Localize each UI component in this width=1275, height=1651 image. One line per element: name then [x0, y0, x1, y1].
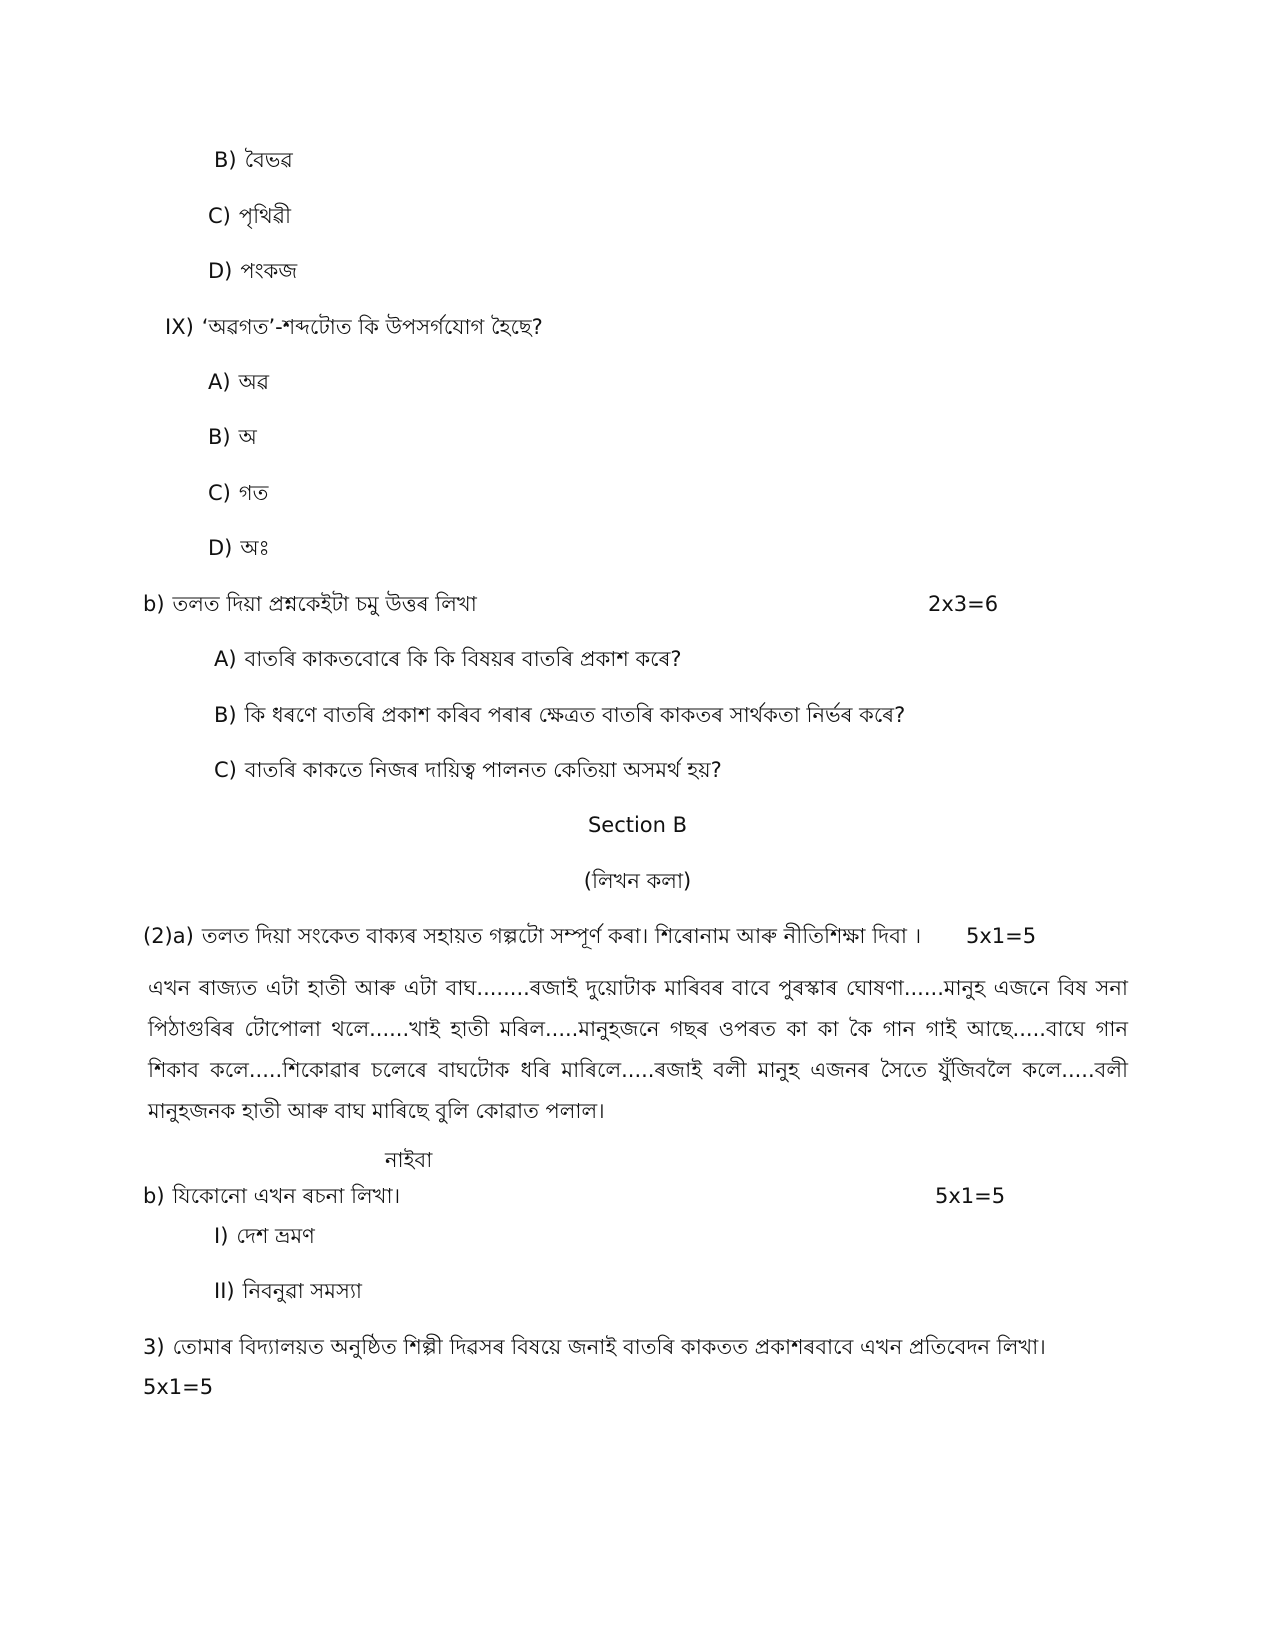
subquestion-key: B)	[214, 703, 237, 727]
subquestion-key: A)	[214, 647, 237, 671]
question-label: 3)	[143, 1335, 165, 1359]
question-label: b)	[143, 592, 165, 616]
option-b	[208, 422, 257, 452]
subquestion-text: বাতৰি কাকতে নিজৰ দায়িত্ব পালনত কেতিয়া অসমৰ্থ হয়?	[244, 758, 722, 782]
question-b	[143, 589, 477, 619]
question-label: b)	[143, 1184, 165, 1208]
question-2a	[143, 921, 921, 951]
essay-option-2	[214, 1276, 362, 1306]
question-number: IX)	[165, 315, 194, 339]
option-c	[208, 478, 268, 508]
option-d	[208, 256, 297, 286]
option-text: নিবনুৱা সমস্যা	[242, 1279, 362, 1303]
marks-label: 5x1=5	[143, 1375, 214, 1399]
section-subtitle: (লিখন কলা)	[583, 869, 692, 893]
section-title: Section B	[587, 813, 688, 837]
subquestion-a	[214, 644, 682, 674]
or-label: নাইবা	[385, 1148, 433, 1172]
option-text: পৃথিৱী	[238, 204, 292, 228]
subquestion-c	[214, 755, 722, 785]
question-ix	[165, 312, 543, 342]
marks-label: 5x1=5	[966, 924, 1037, 948]
option-key: B)	[208, 425, 231, 449]
essay-option-1	[214, 1221, 315, 1251]
option-text: পংকজ	[240, 259, 298, 283]
option-c	[208, 201, 291, 231]
marks-label: 5x1=5	[935, 1184, 1006, 1208]
option-key: D)	[208, 259, 233, 283]
subquestion-key: C)	[214, 758, 237, 782]
option-text: অ	[238, 425, 257, 449]
question-text: তলত দিয়া প্ৰশ্নকেইটা চমু উত্তৰ লিখা	[172, 592, 477, 616]
question-label: (2)a)	[143, 924, 194, 948]
option-d	[208, 533, 270, 563]
option-text: গত	[238, 481, 269, 505]
question-2b	[143, 1181, 400, 1211]
subquestion-text: কি ধৰণে বাতৰি প্ৰকাশ কৰিব পৰাৰ ক্ষেত্ৰত বাতৰি কাকতৰ সাৰ্থকতা নিৰ্ভৰ কৰে?	[244, 703, 906, 727]
option-key: D)	[208, 536, 233, 560]
option-key: A)	[208, 370, 231, 394]
option-text: অঃ	[240, 536, 270, 560]
story-hints-paragraph: এখন ৰাজ্যত এটা হাতী আৰু এটা বাঘ........ৰজাই দুয়োটাক মাৰিবৰ বাবে পুৰস্কাৰ ঘোষণা......মানুহ এজনে বিষ সনা পিঠাগুৰিৰ টোপোলা থলে......খাই হাতী মৰিল.....মানুহজনে গছৰ ওপৰত কা কা কৈ গান গাই আছে.....বাঘে গান শিকাব কলে.....শিকোৱাৰ চলেৰে বাঘটোক ধৰি মাৰিলে.....ৰজাই বলী মানুহ এজনৰ সৈতে যুঁজিবলৈ কলে.....বলী মানুহজনক হাতী আৰু বাঘ মাৰিছে বুলি কোৱাত পলাল।	[148, 976, 1128, 1123]
question-text: ‘অৱগত’-শব্দটোত কি উপসৰ্গযোগ হৈছে?	[201, 315, 543, 339]
question-text: যিকোনো এখন ৰচনা লিখা।	[172, 1184, 401, 1208]
subquestion-text: বাতৰি কাকতবোৰে কি কি বিষয়ৰ বাতৰি প্ৰকাশ কৰে?	[244, 647, 682, 671]
option-key: C)	[208, 481, 231, 505]
subquestion-b	[214, 700, 905, 730]
marks-label: 2x3=6	[928, 592, 999, 616]
option-text: বৈভৱ	[244, 148, 293, 172]
option-a	[208, 367, 269, 397]
option-key: II)	[214, 1279, 235, 1303]
question-text: তোমাৰ বিদ্যালয়ত অনুষ্ঠিত শিল্পী দিৱসৰ বিষয়ে জনাই বাতৰি কাকতত প্ৰকাশৰবাবে এখন প্ৰতিবেদন লিখা।	[172, 1335, 1046, 1359]
question-text: তলত দিয়া সংকেত বাক্যৰ সহায়ত গল্পটো সম্পূৰ্ণ কৰা। শিৰোনাম আৰু নীতিশিক্ষা দিবা ।	[201, 924, 922, 948]
option-b	[214, 145, 293, 175]
option-key: C)	[208, 204, 231, 228]
question-3	[143, 1332, 1046, 1362]
option-text: দেশ ভ্ৰমণ	[236, 1224, 315, 1248]
option-key: B)	[214, 148, 237, 172]
option-text: অৱ	[238, 370, 270, 394]
option-key: I)	[214, 1224, 229, 1248]
